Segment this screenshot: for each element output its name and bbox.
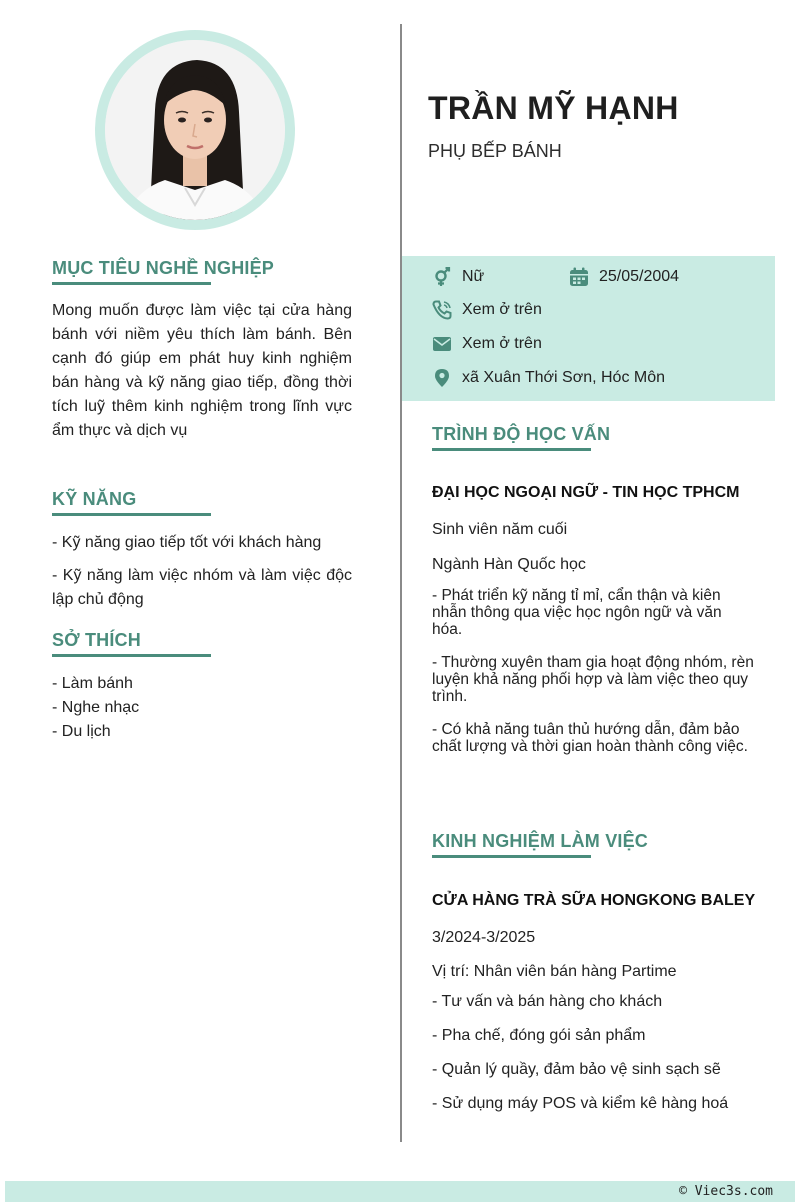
address-row: [432, 368, 665, 388]
objective-underline: [52, 282, 211, 285]
location-pin-icon: [432, 368, 452, 388]
duty-item: - Sử dụng máy POS và kiểm kê hàng hoá: [432, 1095, 729, 1112]
education-heading: TRÌNH ĐỘ HỌC VẤN: [432, 424, 611, 444]
email-value: Xem ở trên: [462, 335, 542, 352]
duty-item: - Quản lý quầy, đảm bảo vệ sinh sạch sẽ: [432, 1061, 721, 1078]
phone-row: [432, 300, 542, 320]
avatar: [95, 30, 295, 230]
skill-item: - Kỹ năng giao tiếp tốt với khách hàng: [52, 534, 322, 551]
address-value: xã Xuân Thới Sơn, Hóc Môn: [462, 369, 666, 386]
experience-underline: [432, 855, 591, 858]
experience-period: 3/2024-3/2025: [432, 929, 536, 946]
footer-copyright: © Viec3s.com: [679, 1184, 773, 1199]
profile-photo: [105, 40, 285, 220]
duty-item: - Tư vấn và bán hàng cho khách: [432, 993, 663, 1010]
column-divider: [400, 24, 402, 1142]
candidate-name: TRẦN MỸ HẠNH: [428, 90, 679, 126]
experience-position: Vị trí: Nhân viên bán hàng Partime: [432, 963, 677, 980]
education-detail: - Thường xuyên tham gia hoạt động nhóm, rèn luyện khả năng phối hợp và làm việc theo quy trình.: [432, 654, 754, 705]
phone-icon: [432, 300, 452, 320]
birthdate-row: [569, 267, 679, 287]
objective-heading: MỤC TIÊU NGHỀ NGHIỆP: [52, 258, 275, 278]
email-icon: [432, 334, 452, 354]
calendar-icon: [569, 267, 589, 287]
education-detail: - Có khả năng tuân thủ hướng dẫn, đảm bảo chất lượng và thời gian hoàn thành công việc.: [432, 721, 748, 755]
hobby-item: - Làm bánh: [52, 675, 133, 692]
school-name: ĐẠI HỌC NGOẠI NGỮ - TIN HỌC TPHCM: [432, 484, 740, 501]
birthdate-value: 25/05/2004: [599, 268, 680, 285]
education-detail: - Phát triển kỹ năng tỉ mỉ, cẩn thận và kiên nhẫn thông qua việc học ngôn ngữ và văn hóa.: [432, 587, 722, 638]
objective-text: Mong muốn được làm việc tại cửa hàng bánh với niềm yêu thích làm bánh. Bên cạnh đó giúp em phát huy kinh nghiệm bán hàng và kỹ năng giao tiếp, đồng thời tích luỹ thêm kinh nghiệm trong lĩnh vực ẩm thực và dịch vụ: [52, 302, 352, 439]
experience-heading: KINH NGHIỆM LÀM VIỆC: [432, 831, 649, 851]
email-row: [432, 334, 542, 354]
education-major: Ngành Hàn Quốc học: [432, 556, 586, 573]
hobby-item: - Du lịch: [52, 723, 111, 740]
hobbies-heading: SỞ THÍCH: [52, 630, 141, 650]
phone-value: Xem ở trên: [462, 301, 542, 318]
duty-item: - Pha chế, đóng gói sản phẩm: [432, 1027, 646, 1044]
company-name: CỬA HÀNG TRÀ SỮA HONGKONG BALEY: [432, 892, 756, 909]
gender-icon: [432, 267, 452, 287]
education-status: Sinh viên năm cuối: [432, 521, 568, 538]
skills-underline: [52, 513, 211, 516]
education-underline: [432, 448, 591, 451]
skill-item: - Kỹ năng làm việc nhóm và làm việc độc lập chủ động: [52, 567, 352, 608]
hobbies-underline: [52, 654, 211, 657]
skills-heading: KỸ NĂNG: [52, 489, 137, 509]
gender-value: Nữ: [462, 268, 485, 285]
hobby-item: - Nghe nhạc: [52, 699, 140, 716]
gender-row: [432, 267, 484, 287]
footer-bar: [5, 1181, 795, 1202]
job-title: PHỤ BẾP BÁNH: [428, 141, 562, 161]
